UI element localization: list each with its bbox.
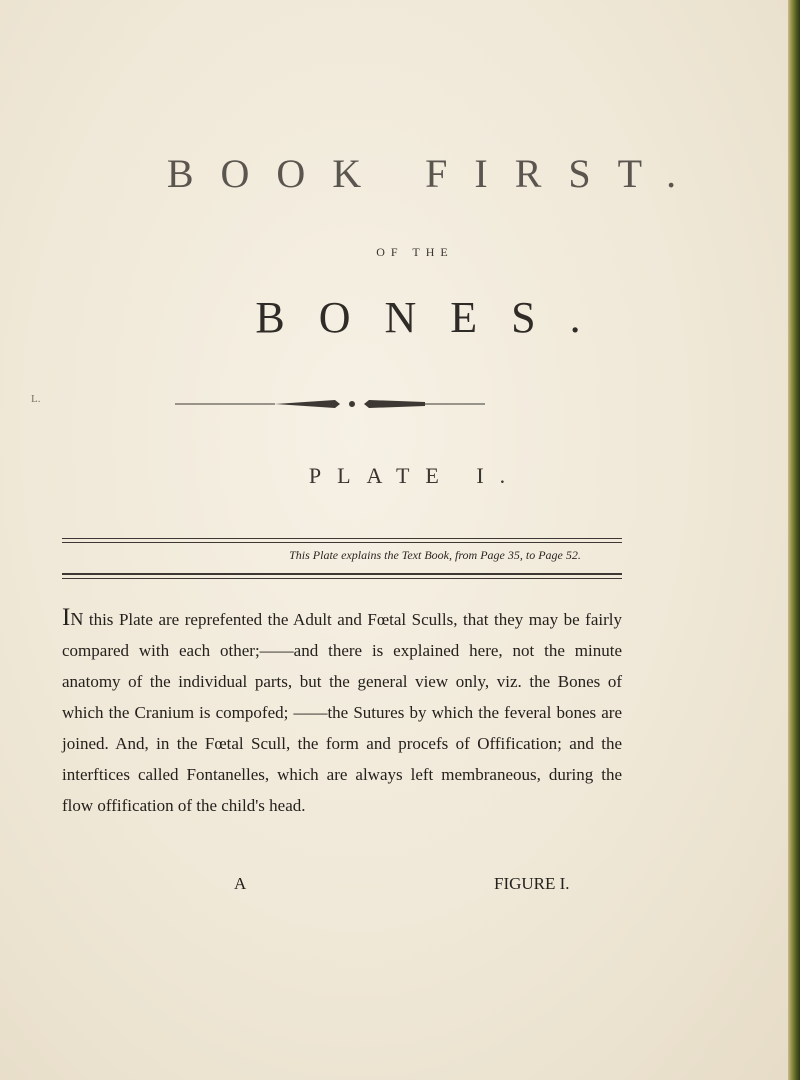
initial-caps: N xyxy=(70,609,84,629)
body-paragraph xyxy=(62,602,622,821)
ornamental-divider xyxy=(175,397,485,411)
catchword: FIGURE I. xyxy=(494,874,570,893)
of-the-subheading: OF THE xyxy=(376,245,454,259)
signature-mark: A xyxy=(234,874,247,893)
marginal-mark: L. xyxy=(31,393,41,405)
book-heading: BOOK FIRST. xyxy=(166,151,704,196)
plate-caption: This Plate explains the Text Book, from Page 35, to Page 52. xyxy=(289,548,581,562)
plate-title: PLATE I. xyxy=(308,463,522,488)
caption-rule-bottom xyxy=(62,573,622,579)
page-edge xyxy=(788,0,800,1080)
caption-rule-top xyxy=(62,538,622,543)
bones-title: BONES. xyxy=(255,293,615,342)
paragraph-text: this Plate are reprefented the Adult and Fœtal Sculls, that they may be fairly compared with each other;——and there is explained here, not the minute anatomy of the individual parts, but the general view only, viz. the Bones of which the Cranium is compofed; ——the Sutures by which the feveral bones are joined. And, in the Fœtal Scull, the form and procefs of Offification; and the interftices called Fontanelles, which are always left membraneous, during the flow offification of the child's head. xyxy=(62,610,622,815)
drop-initial: I xyxy=(62,604,71,631)
